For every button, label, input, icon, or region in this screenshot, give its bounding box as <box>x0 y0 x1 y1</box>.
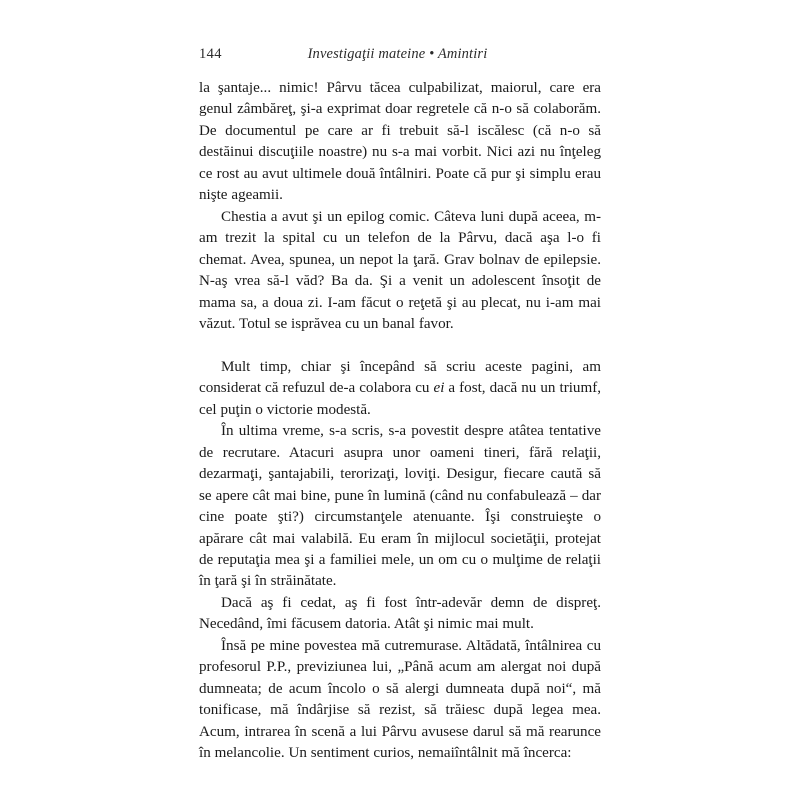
paragraph-3-text-after: a fost, dacă nu un triumf, cel puţin o victorie modestă. <box>199 380 601 418</box>
running-head <box>199 46 601 68</box>
running-title: Investigaţii mateine • Amintiri <box>307 46 488 62</box>
text-block <box>199 78 601 764</box>
paragraph-6: Însă pe mine povestea mă cutremurase. Altădată, întâlnirea cu profesorul P.P., previziunea lui, „Până acum am alergat noi după dumneata; de acum încolo o să alergi dumneata după noi“, mă tonificase, mă îndârjise să rezist, să trăiesc după legea mea. Acum, intrarea în scenă a lui Pârvu avusese darul să mă rearunce în melancolie. Un sentiment curios, nemaiîntâlnit mă încerca: <box>199 637 601 762</box>
paragraph-3-text-before: Mult timp, chiar şi începând să scriu aceste pagini, am considerat că refuzul de-a colabora cu <box>199 358 601 397</box>
paragraph-4: În ultima vreme, s-a scris, s-a povestit despre atâtea tentative de recrutare. Atacuri asupra unor oameni tineri, fără relaţii, dezarmaţi, şantajabili, terorizaţi, loviţi. Desigur, fiecare caută să se apere cât mai bine, pune în lumină (când nu confabulează – dar cine poate şti?) circumstanţele atenuante. Îşi construieşte o apărare cât mai valabilă. Eu eram în mijlocul societăţii, protejat de reputaţia mea şi a familiei mele, un om cu o mulţime de relaţii în ţară şi în străinătate. <box>199 423 601 590</box>
page-number: 144 <box>199 46 222 62</box>
paragraph-5: Dacă aş fi cedat, aş fi fost într-adevăr demn de dispreţ. Necedând, îmi făcusem datoria. Atât şi nimic mai mult. <box>199 594 601 633</box>
paragraph-3-emphasis: ei <box>433 380 445 397</box>
paragraph-3 <box>199 357 601 421</box>
paragraph-2: Chestia a avut şi un epilog comic. Câteva luni după aceea, m-am trezit la spital cu un telefon de la Pârvu, dacă aşa l-o fi chemat. Avea, spunea, un nepot la ţară. Grav bolnav de epilepsie. N-aş vrea să-l văd? Ba da. Şi a venit un adolescent însoţit de mama sa, a doua zi. I-am făcut o reţetă şi au plecat, nu i-am mai văzut. Totul se isprăvea cu un banal favor. <box>199 208 601 332</box>
paragraph-1: la şantaje... nimic! Pârvu tăcea culpabilizat, maiorul, care era genul zâmbăreţ, şi-a exprimat doar regretele că n-o să colaborăm. De documentul pe care ar fi trebuit să-l iscălesc (că n-o să destăinui discuţiile noastre) nu s-a mai vorbit. Nici azi nu înţeleg ce rost au avut ultimele două întâlniri. Poate că pur şi simplu erau nişte ageamii. <box>199 80 601 204</box>
